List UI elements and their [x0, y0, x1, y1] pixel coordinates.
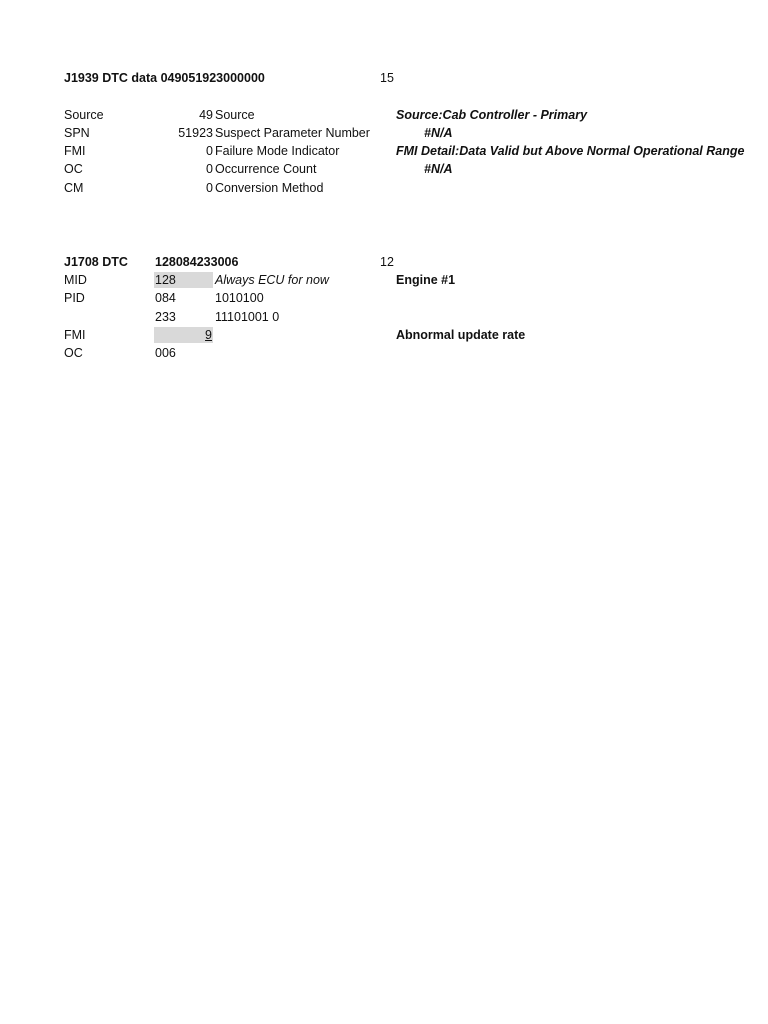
j1708-pid2-binary[interactable]: 11101001 0 [215, 310, 280, 324]
j1708-pid-binary[interactable]: 1010100 [215, 291, 264, 305]
j1708-fmi-value: 9 [205, 328, 212, 342]
j1939-fmi-label[interactable]: FMI [64, 144, 86, 158]
j1939-source-detail[interactable]: Source:Cab Controller - Primary [396, 108, 588, 122]
j1939-fmi-desc[interactable]: Failure Mode Indicator [215, 144, 340, 158]
j1939-cm-label[interactable]: CM [64, 181, 84, 195]
j1939-oc-detail[interactable]: #N/A [424, 162, 453, 176]
j1939-oc-desc[interactable]: Occurrence Count [215, 162, 317, 176]
j1939-source-desc[interactable]: Source [215, 108, 255, 122]
j1708-mid-value[interactable]: 128 [154, 272, 213, 288]
j1939-spn-label[interactable]: SPN [64, 126, 90, 140]
j1939-oc-label[interactable]: OC [64, 162, 83, 176]
j1708-oc-label[interactable]: OC [64, 346, 83, 360]
j1708-header-code[interactable]: 128084233006 [155, 255, 239, 269]
j1939-fmi-detail[interactable]: FMI Detail:Data Valid but Above Normal Operational Range [396, 144, 745, 158]
j1939-cm-desc[interactable]: Conversion Method [215, 181, 324, 195]
j1708-fmi-value-cell[interactable] [154, 327, 213, 343]
j1708-pid-value[interactable]: 084 [155, 291, 176, 305]
j1708-mid-label[interactable]: MID [64, 273, 87, 287]
j1939-source-label[interactable]: Source [64, 108, 104, 122]
j1708-header-count[interactable]: 12 [380, 255, 394, 269]
j1939-fmi-value[interactable]: 0 [206, 144, 213, 158]
j1939-spn-desc[interactable]: Suspect Parameter Number [215, 126, 370, 140]
j1708-mid-detail[interactable]: Engine #1 [396, 273, 456, 287]
j1939-cm-value[interactable]: 0 [206, 181, 213, 195]
j1708-pid2-value[interactable]: 233 [155, 310, 176, 324]
j1708-fmi-detail[interactable]: Abnormal update rate [396, 328, 526, 342]
j1939-spn-detail[interactable]: #N/A [424, 126, 453, 140]
j1939-spn-value[interactable]: 51923 [178, 126, 213, 140]
j1708-mid-note[interactable]: Always ECU for now [215, 273, 329, 287]
j1708-header-label[interactable]: J1708 DTC [64, 255, 128, 269]
j1939-oc-value[interactable]: 0 [206, 162, 213, 176]
j1939-header-label[interactable]: J1939 DTC data 049051923000000 [64, 71, 265, 85]
j1708-fmi-label[interactable]: FMI [64, 328, 86, 342]
j1939-source-value[interactable]: 49 [199, 108, 213, 122]
j1708-oc-value[interactable]: 006 [155, 346, 176, 360]
j1939-header-count[interactable]: 15 [380, 71, 394, 85]
j1708-pid-label[interactable]: PID [64, 291, 85, 305]
